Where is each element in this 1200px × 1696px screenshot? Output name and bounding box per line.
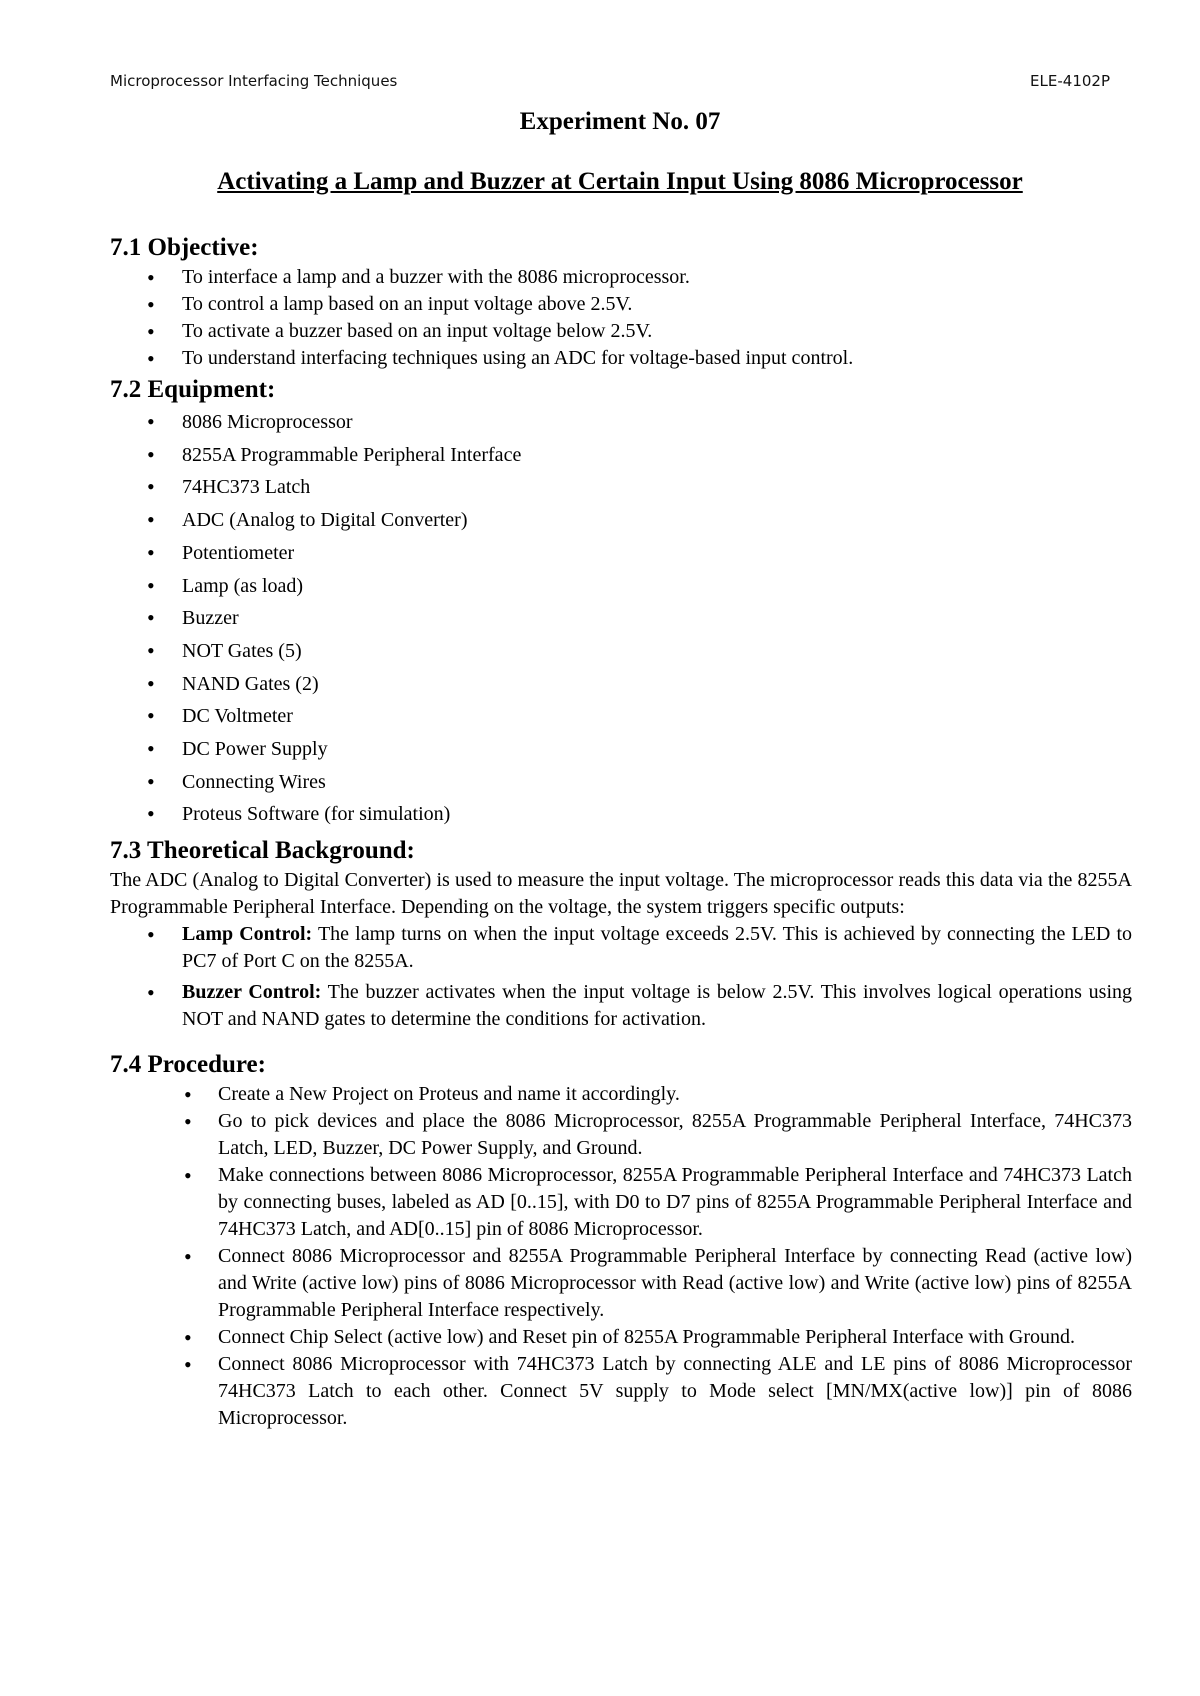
list-item: • Connect 8086 Microprocessor with 74HC373 Latch by connecting ALE and LE pins of 8086 Microprocessor 74HC373 Latch to each other. Connect 5V supply to Mode select [MN/MX(active low)] pin of 8086 Microprocessor. [110,1351,1132,1432]
list-item: • Create a New Project on Proteus and name it accordingly. [110,1081,1132,1108]
list-item: • NOT Gates (5) [110,635,1132,668]
list-item: • To interface a lamp and a buzzer with the 8086 microprocessor. [110,264,1132,291]
equipment-list [110,406,1132,831]
list-item: • Connecting Wires [110,766,1132,799]
procedure-list [110,1081,1132,1432]
item-text: The lamp turns on when the input voltage exceeds 2.5V. This is achieved by connecting the LED to PC7 of Port C on the 8255A. [182,923,1132,973]
list-item [110,979,1132,1033]
item-label: Lamp Control: [182,923,313,946]
list-item: • To understand interfacing techniques using an ADC for voltage-based input control. [110,345,1132,372]
background-list [110,921,1132,1033]
list-item: • Go to pick devices and place the 8086 Microprocessor, 8255A Programmable Peripheral Interface, 74HC373 Latch, LED, Buzzer, DC Power Supply, and Ground. [110,1108,1132,1162]
item-label: Buzzer Control: [182,981,322,1004]
procedure-heading: 7.4 Procedure: [110,1051,266,1079]
header-code: ELE-4102P [1030,72,1110,90]
item-text: The buzzer activates when the input voltage is below 2.5V. This involves logical operations using NOT and NAND gates to determine the conditions for activation. [182,981,1132,1031]
list-item: • To activate a buzzer based on an input voltage below 2.5V. [110,318,1132,345]
list-item: • DC Voltmeter [110,700,1132,733]
list-item: • NAND Gates (2) [110,668,1132,701]
list-item: • Make connections between 8086 Microprocessor, 8255A Programmable Peripheral Interface and 74HC373 Latch by connecting buses, labeled as AD [0..15], with D0 to D7 pins of 8255A Programmable Peripheral Interface and 74HC373 Latch, and AD[0..15] pin of 8086 Microprocessor. [110,1162,1132,1243]
list-item: • 8086 Microprocessor [110,406,1132,439]
objective-list [110,264,1132,372]
header-course: Microprocessor Interfacing Techniques [110,72,398,90]
list-item: • Buzzer [110,602,1132,635]
list-item: • ADC (Analog to Digital Converter) [110,504,1132,537]
background-paragraph: The ADC (Analog to Digital Converter) is used to measure the input voltage. The microprocessor reads this data via the 8255A Programmable Peripheral Interface. Depending on the voltage, the system triggers specific outputs: [110,869,1132,919]
equipment-heading: 7.2 Equipment: [110,376,276,403]
list-item: • 74HC373 Latch [110,471,1132,504]
experiment-title: Experiment No. 07 [519,108,721,135]
list-item: • Connect Chip Select (active low) and Reset pin of 8255A Programmable Peripheral Interface with Ground. [110,1324,1132,1351]
list-item: • 8255A Programmable Peripheral Interface [110,439,1132,472]
list-item: • Lamp (as load) [110,570,1132,603]
list-item: • DC Power Supply [110,733,1132,766]
list-item: • Proteus Software (for simulation) [110,798,1132,831]
objective-heading: 7.1 Objective: [110,234,259,261]
list-item: • To control a lamp based on an input voltage above 2.5V. [110,291,1132,318]
background-heading: 7.3 Theoretical Background: [110,837,415,865]
list-item: • Connect 8086 Microprocessor and 8255A Programmable Peripheral Interface by connecting Read (active low) and Write (active low) pins of 8086 Microprocessor with Read (active low) and Write (active low) pins of 8255A Programmable Peripheral Interface respectively. [110,1243,1132,1324]
document-body [110,232,1132,1432]
experiment-subtitle: Activating a Lamp and Buzzer at Certain Input Using 8086 Microprocessor [217,168,1023,195]
list-item [110,921,1132,975]
list-item: • Potentiometer [110,537,1132,570]
